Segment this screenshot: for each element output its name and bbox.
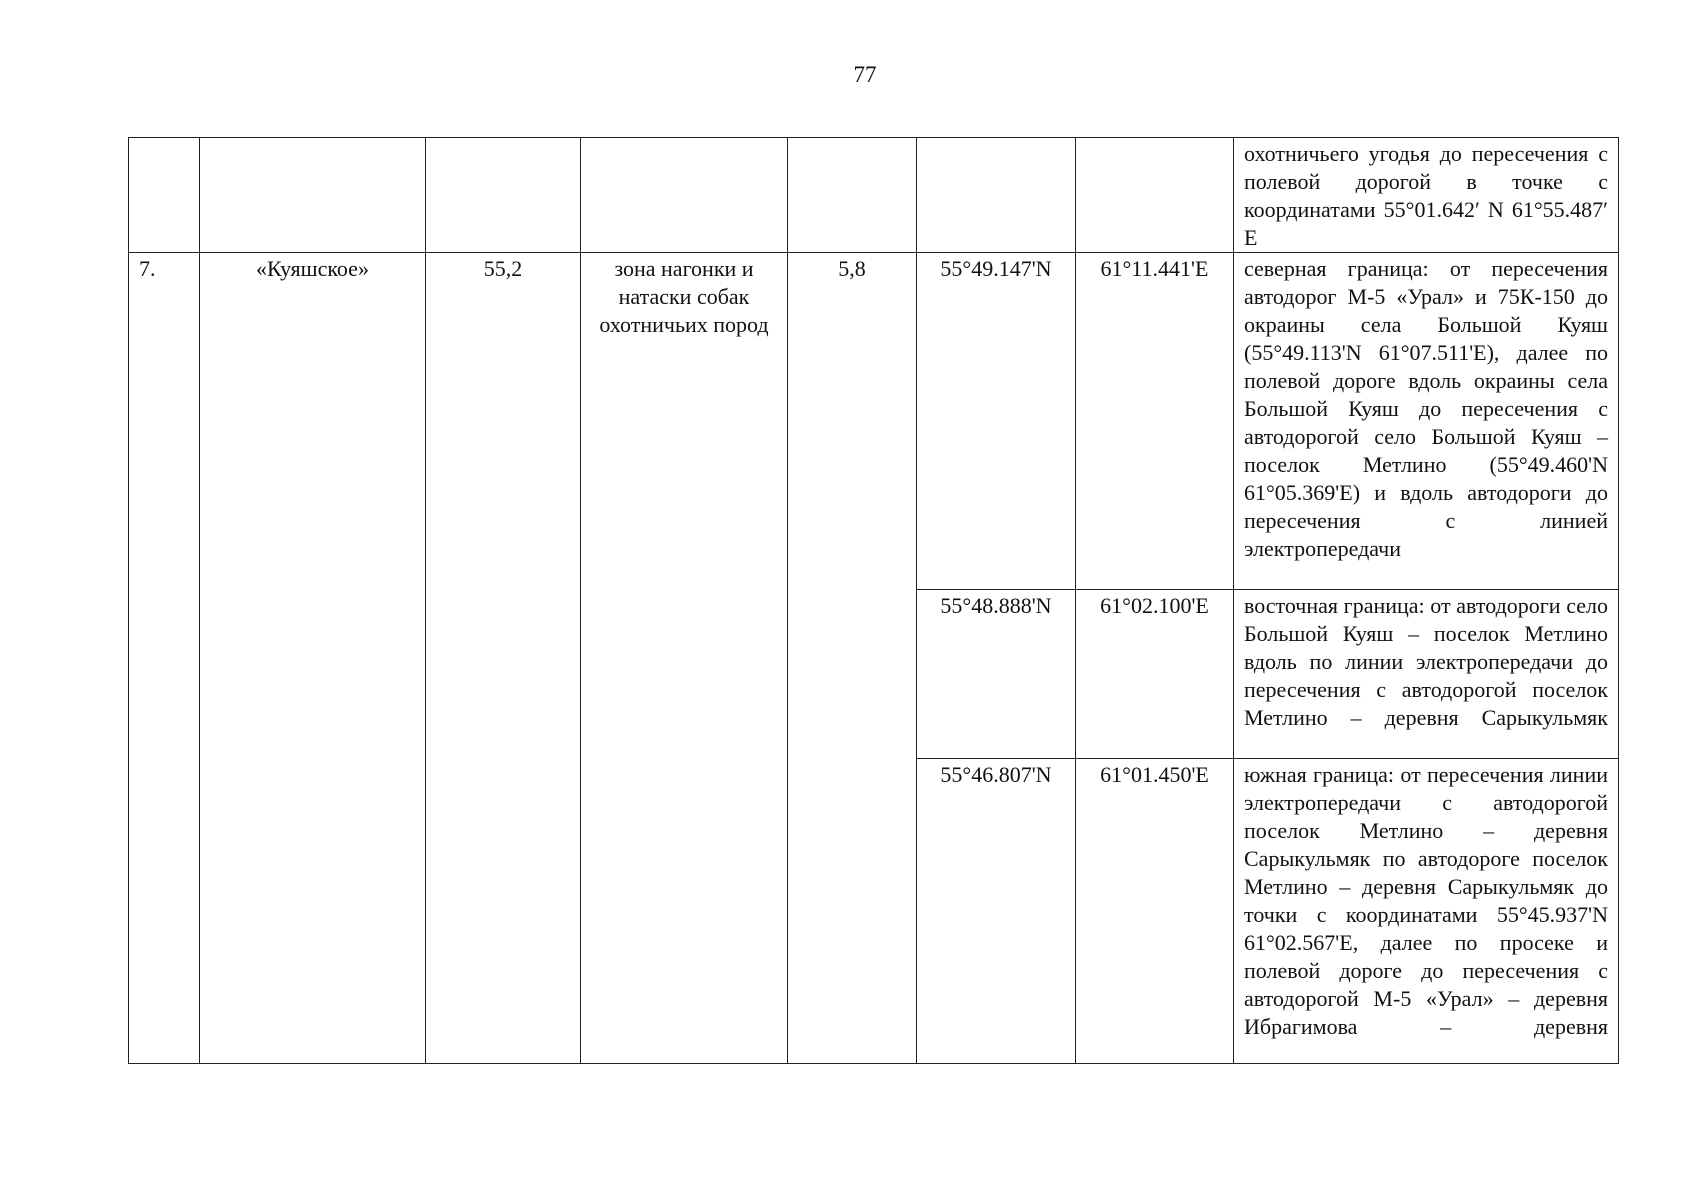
boundary-latitude: 55°48.888'N — [917, 590, 1076, 759]
cell-empty — [581, 138, 788, 253]
boundary-latitude: 55°46.807'N — [917, 759, 1076, 1064]
cell-empty — [917, 138, 1076, 253]
boundary-longitude: 61°02.100'E — [1076, 590, 1234, 759]
row-number: 7. — [129, 253, 200, 1064]
cell-empty — [129, 138, 200, 253]
cell-empty — [788, 138, 917, 253]
cell-empty — [200, 138, 426, 253]
hunting-grounds-table — [128, 137, 1619, 1064]
boundary-longitude: 61°01.450'E — [1076, 759, 1234, 1064]
ground-area: 55,2 — [426, 253, 581, 1064]
boundary-description-north: северная граница: от пересечения автодорог М-5 «Урал» и 75К-150 до окраины села Большой Куяш (55°49.113'N 61°07.511'E), далее по полевой дороге вдоль окраины села Большой Куяш до пересечения с автодорогой село Большой Куяш – поселок Метлино (55°49.460'N 61°05.369'E) и вдоль автодороги до пересечения с линией электропередачи — [1234, 253, 1619, 590]
continuation-description: охотничьего угодья до пересечения с полевой дорогой в точке с координатами 55°01.642′ N 61°55.487′ E — [1234, 138, 1619, 253]
zone-area: 5,8 — [788, 253, 917, 1064]
page-number: 77 — [853, 62, 877, 87]
boundary-description-south: южная граница: от пересечения линии электропередачи с автодорогой поселок Метлино – деревня Сарыкульмяк по автодороге поселок Метлино – деревня Сарыкульмяк до точки с координатами 55°45.937'N 61°02.567'E, далее по просеке и полевой дороге до пересечения с автодорогой М-5 «Урал» – деревня Ибрагимова – деревня — [1234, 759, 1619, 1064]
cell-empty — [1076, 138, 1234, 253]
boundary-latitude: 55°49.147'N — [917, 253, 1076, 590]
boundary-longitude: 61°11.441'E — [1076, 253, 1234, 590]
continuation-row — [129, 138, 1619, 253]
ground-name: «Куяшское» — [200, 253, 426, 1064]
boundary-description-east: восточная граница: от автодороги село Большой Куяш – поселок Метлино вдоль по линии электропередачи до пересечения с автодорогой поселок Метлино – деревня Сарыкульмяк — [1234, 590, 1619, 759]
cell-empty — [426, 138, 581, 253]
table-row — [129, 253, 1619, 590]
zone-purpose: зона нагонки и натаски собак охотничьих пород — [581, 253, 788, 1064]
